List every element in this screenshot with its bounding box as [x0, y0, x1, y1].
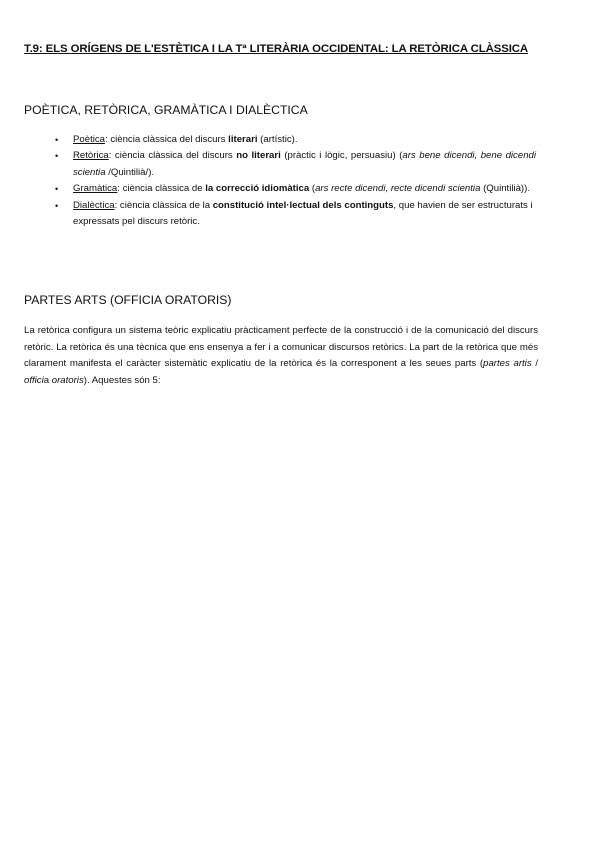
item-text: : ciència clàssica de	[117, 183, 206, 195]
item-text: (Quintilià)).	[480, 183, 530, 195]
paragraph-text: ). Aquestes són 5:	[83, 375, 161, 387]
latin-phrase: offici	[24, 375, 44, 387]
section-heading-poetica: POÈTICA, RETÒRICA, GRAMÀTICA I DIALÈCTICA	[24, 103, 308, 117]
term-retorica: Retòrica	[73, 150, 109, 162]
item-text: (	[309, 183, 316, 195]
item-text: /Quintilià/).	[105, 166, 155, 178]
document-title: T.9: ELS ORÍGENS DE L'ESTÈTICA I LA Tª LITERÀRIA OCCIDENTAL: LA RETÒRICA CLÀSSICA	[24, 43, 529, 55]
bullet-icon: •	[55, 151, 59, 162]
paragraph-text: /	[531, 358, 538, 370]
item-text: (pràctic i lògic, persuasiu) (	[280, 150, 403, 162]
item-text: : ciència clàssica del discurs	[108, 150, 237, 162]
latin-phrase: partes artis	[483, 358, 532, 370]
item-bold: literari	[228, 134, 258, 145]
latin-phrase: ars bene dicendi, bene dicendi scientia	[73, 150, 536, 178]
list-item-retorica	[24, 148, 536, 181]
item-text: : ciència clàssica del discurs	[105, 134, 229, 145]
bullet-icon: •	[55, 184, 59, 195]
item-text: (artístic).	[257, 134, 298, 145]
item-bold: constitució intel·lectual dels continguts	[212, 199, 394, 211]
item-text: : ciència clàssica de la	[114, 199, 213, 211]
latin-phrase: ars recte dicendi, recte dicendi scientia	[315, 183, 481, 195]
term-gramatica: Gramàtica	[73, 183, 118, 195]
list-item-gramatica	[24, 181, 536, 197]
item-bold: la correcció idiomàtica	[205, 183, 310, 195]
term-dialectica: Dialèctica	[73, 199, 115, 211]
paragraph-text: La retòrica configura un sistema teòric explicatiu pràcticament perfecte de la construcció i de la comunicació del discurs retòric. La retòrica és una tècnica que ens ensenya a fer i a comunicar discursos retòrics. La part de la retòrica que més clarament manifesta el caràcter sistemàtic explicatiu de la retòrica és la corresponent a les seues parts (	[24, 325, 538, 370]
list-item-poetica	[24, 132, 536, 148]
term-poetica: Poètica	[73, 134, 105, 145]
latin-phrase: oratoris	[51, 375, 84, 387]
item-text: , que havien de ser estructurats i expressats pel discurs retòric.	[73, 199, 533, 228]
list-item-dialectica	[24, 198, 536, 231]
item-bold: no literari	[236, 150, 281, 162]
paragraph-text: a	[43, 375, 52, 387]
body-paragraph	[24, 323, 538, 390]
section-heading-partes-arts: PARTES ARTS (OFFICIA ORATORIS)	[24, 293, 232, 307]
bullet-icon: •	[55, 135, 59, 145]
definitions-list	[24, 132, 536, 230]
bullet-icon: •	[55, 200, 59, 211]
